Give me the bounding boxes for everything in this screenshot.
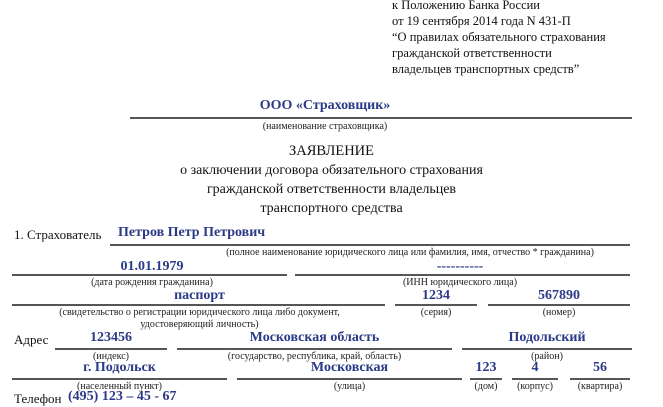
- header-line: гражданской ответственности: [392, 46, 552, 60]
- divider: [237, 378, 462, 380]
- address-locality: г. Подольск: [83, 360, 156, 375]
- insurer-caption: (наименование страховщика): [262, 121, 388, 132]
- region-caption: (государство, республика, край, область): [227, 351, 402, 362]
- document-number: 567890: [538, 288, 580, 303]
- address-label: Адрес: [14, 332, 49, 347]
- apartment-caption: (квартира): [577, 381, 623, 392]
- subtitle-line: о заключении договора обязательного страхования: [180, 163, 483, 178]
- address-apartment: 56: [593, 360, 607, 375]
- house-caption: (дом): [474, 381, 498, 392]
- address-building: 4: [531, 360, 539, 375]
- district-caption: (район): [531, 351, 563, 362]
- index-caption: (индекс): [93, 351, 129, 362]
- divider: [130, 117, 632, 119]
- divider: [462, 348, 632, 350]
- phone-label: Телефон: [14, 391, 62, 406]
- birth-date: 01.01.1979: [120, 259, 184, 274]
- document-caption: (свидетельство о регистрации юридического лица либо документ,: [59, 307, 340, 318]
- divider: [512, 378, 558, 380]
- divider: [177, 348, 452, 350]
- document-series: 1234: [422, 288, 450, 303]
- subtitle-line: транспортного средства: [260, 201, 403, 216]
- policyholder-label: 1. Страхователь: [14, 227, 102, 242]
- locality-caption: (населенный пункт): [77, 381, 162, 392]
- divider: [488, 304, 630, 306]
- insurer-name: ООО «Страховщик»: [259, 98, 391, 113]
- divider: [295, 274, 630, 276]
- document-title: ЗАЯВЛЕНИЕ: [288, 143, 375, 159]
- document-caption: удостоверяющий личность): [140, 319, 259, 330]
- name-caption: (полное наименование юридического лица или фамилия, имя, отчество * гражданина): [226, 247, 594, 258]
- number-caption: (номер): [542, 307, 576, 318]
- header-line: “О правилах обязательного страхования: [392, 30, 606, 44]
- address-index: 123456: [90, 330, 132, 345]
- header-line: от 19 сентября 2014 года N 431-П: [392, 14, 571, 28]
- address-region: Московская область: [249, 330, 380, 345]
- divider: [55, 348, 167, 350]
- identity-document: паспорт: [174, 288, 225, 303]
- divider: [110, 244, 630, 246]
- address-district: Подольский: [508, 330, 586, 345]
- policyholder-name: Петров Петр Петрович: [118, 225, 266, 240]
- address-house: 123: [475, 360, 497, 375]
- series-caption: (серия): [420, 307, 452, 318]
- phone-value: (495) 123 – 45 - 67: [68, 389, 177, 404]
- subtitle-line: гражданской ответственности владельцев: [206, 182, 457, 197]
- building-caption: (корпус): [517, 381, 553, 392]
- divider: [395, 304, 477, 306]
- inn: ----------: [436, 259, 484, 274]
- header-line: владельцев транспортных средств”: [392, 62, 580, 76]
- address-street: Московская: [310, 360, 389, 375]
- divider: [12, 274, 287, 276]
- divider: [12, 304, 385, 306]
- divider: [12, 378, 227, 380]
- divider: [470, 378, 502, 380]
- street-caption: (улица): [333, 381, 366, 392]
- header-line: к Положению Банка России: [392, 0, 540, 12]
- birth-caption: (дата рождения гражданина): [91, 277, 213, 288]
- inn-caption: (ИНН юридического лица): [402, 277, 518, 288]
- divider: [570, 378, 630, 380]
